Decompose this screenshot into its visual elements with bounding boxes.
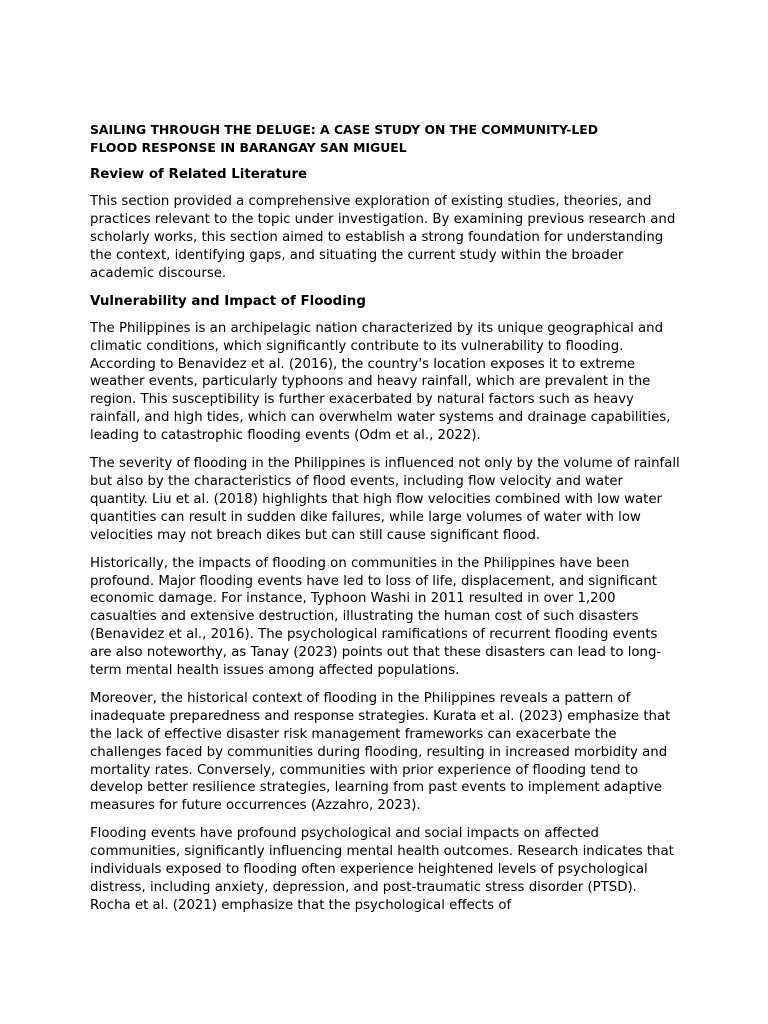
document-title-line-1: SAILING THROUGH THE DELUGE: A CASE STUDY ON THE COMMUNITY-LED: [90, 122, 598, 137]
document-page: [90, 121, 680, 925]
paragraph-historical-impacts: Historically, the impacts of flooding on communities in the Philippines have been profound. Major flooding events have led to loss of life, displacement, and significant economic damage. For instance, Typhoon Washi in 2011 resulted in over 1,200 casualties and extensive destruction, illustrating the human cost of such disasters (Benavidez et al., 2016). The psychological ramifications of recurrent flooding events are also noteworthy, as Tanay (2023) points out that these disasters can lead to long-term mental health issues among affected populations.: [90, 555, 662, 679]
paragraph-flood-severity: The severity of flooding in the Philippines is influenced not only by the volume of rainfall but also by the characteristics of flood events, including flow velocity and water quantity. Liu et al. (2018) highlights that high flow velocities combined with low water quantities can result in sudden dike failures, while large volumes of water with low velocities may not breach dikes but can still cause significant flood.: [90, 456, 680, 543]
document-title: [90, 121, 680, 156]
paragraph-review-intro: This section provided a comprehensive exploration of existing studies, theories, and practices relevant to the topic under investigation. By examining previous research and scholarly works, this section aimed to establish a strong foundation for understanding the context, identifying gaps, and situating the current study within the broader academic discourse.: [90, 194, 676, 281]
paragraph-preparedness: Moreover, the historical context of flooding in the Philippines reveals a pattern of inadequate preparedness and response strategies. Kurata et al. (2023) emphasize that the lack of effective disaster risk management frameworks can exacerbate the challenges faced by communities during flooding, resulting in increased morbidity and mortality rates. Conversely, communities with prior experience of flooding tend to develop better resilience strategies, learning from past events to implement adaptive measures for future occurrences (Azzahro, 2023).: [90, 690, 671, 814]
document-title-line-2: FLOOD RESPONSE IN BARANGAY SAN MIGUEL: [90, 139, 407, 155]
paragraph-geography: The Philippines is an archipelagic nation characterized by its unique geographical and climatic conditions, which significantly contribute to its vulnerability to flooding. According to Benavidez et al. (2016), the country's location exposes it to extreme weather events, particularly typhoons and heavy rainfall, which are prevalent in the region. This susceptibility is further exacerbated by natural factors such as heavy rainfall, and high tides, which can overwhelm water systems and drainage capabilities, leading to catastrophic flooding events (Odm et al., 2022).: [90, 320, 671, 444]
section-heading-review: Review of Related Literature: [90, 167, 308, 183]
paragraph-psychological-impacts: Flooding events have profound psychological and social impacts on affected communities, significantly influencing mental health outcomes. Research indicates that individuals exposed to flooding often experience heightened levels of psychological distress, including anxiety, depression, and post-traumatic stress disorder (PTSD). Rocha et al. (2021) emphasize that the psychological effects of: [90, 826, 674, 913]
section-heading-vulnerability: Vulnerability and Impact of Flooding: [90, 293, 366, 309]
